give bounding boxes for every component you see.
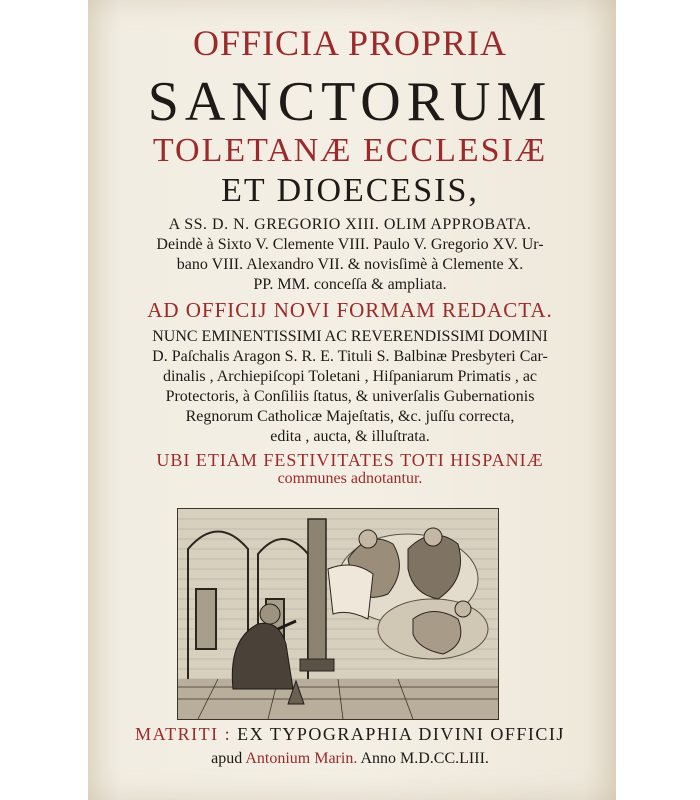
authority-line-4: Protectoris, à Conſiliis ſtatus, & univerſalis Gubernationis — [165, 388, 535, 405]
festivities-line-2: communes adnotantur. — [277, 470, 423, 487]
approval-line-1: A SS. D. N. GREGORIO XIII. OLIM APPROBATA. — [168, 216, 532, 233]
authority-line-6: edita , aucta, & illuſtrata. — [270, 428, 430, 445]
redacta-heading: AD OFFICIJ NOVI FORMAM REDACTA. — [147, 298, 553, 322]
approval-line-2: Deindè à Sixto V. Clemente VIII. Paulo V. Gregorio XV. Ur- — [156, 236, 544, 253]
engraving-vignette — [177, 508, 499, 720]
authority-line-5: Regnorum Catholicæ Majeſtatis, &c. juſſu correcta, — [185, 408, 515, 425]
imprint-place: MATRITI : — [135, 724, 232, 744]
imprint-press: EX TYPOGRAPHIA DIVINI OFFICIJ — [237, 724, 565, 744]
engraving-illustration — [178, 509, 498, 719]
authority-line-2: D. Paſchalis Aragon S. R. E. Tituli S. Balbinæ Presbyteri Car- — [152, 348, 548, 365]
authority-line-1: NUNC EMINENTISSIMI AC REVERENDISSIMI DOMINI — [152, 328, 548, 345]
approval-line-3: bano VIII. Alexandro VII. & novisſimè à Clemente X. — [176, 256, 524, 273]
title-line-2: SANCTORUM — [147, 71, 553, 133]
title-line-1: OFFICIA PROPRIA — [192, 23, 508, 63]
imprint-printer: Antonium Marin. — [245, 750, 358, 767]
title-line-3: TOLETANÆ ECCLESIÆ — [152, 132, 548, 169]
festivities-line-1: UBI ETIAM FESTIVITATES TOTI HISPANIÆ — [156, 450, 544, 470]
imprint-line-1 — [0, 724, 700, 745]
imprint-apud: apud — [211, 750, 243, 767]
approval-line-4: PP. MM. conceſſa & ampliata. — [253, 276, 447, 293]
authority-line-3: dinalis , Archiepiſcopi Toletani , Hiſpaniarum Primatis , ac — [162, 368, 538, 385]
imprint-year: Anno M.D.CC.LIII. — [360, 750, 489, 767]
imprint-line-2 — [0, 750, 700, 768]
title-line-4: ET DIOECESIS, — [221, 172, 479, 209]
